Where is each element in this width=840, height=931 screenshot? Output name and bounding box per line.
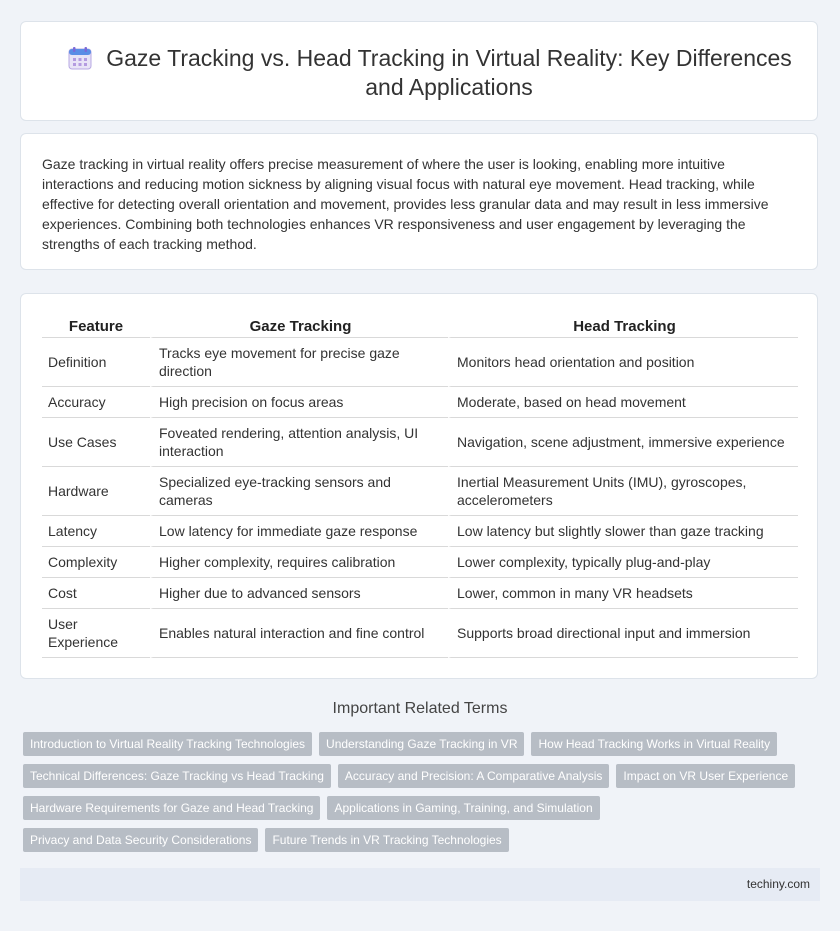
table-cell: Foveated rendering, attention analysis, UI interaction <box>150 418 448 467</box>
related-tag[interactable]: Technical Differences: Gaze Tracking vs Head Tracking <box>23 764 331 788</box>
related-terms <box>23 732 803 860</box>
footer <box>20 868 820 901</box>
table-header-row <box>42 314 798 338</box>
table-cell: Lower, common in many VR headsets <box>448 578 798 609</box>
table-row <box>42 578 798 609</box>
table-cell: Low latency for immediate gaze response <box>150 516 448 547</box>
table-row <box>42 609 798 658</box>
table-row <box>42 387 798 418</box>
header-gaze: Gaze Tracking <box>150 314 448 338</box>
header-head: Head Tracking <box>448 314 798 338</box>
related-tag[interactable]: Accuracy and Precision: A Comparative Analysis <box>338 764 609 788</box>
table-row <box>42 516 798 547</box>
related-terms-title: Important Related Terms <box>332 700 508 717</box>
table-cell: Specialized eye-tracking sensors and cameras <box>150 467 448 516</box>
intro-card <box>20 133 818 270</box>
table-cell: High precision on focus areas <box>150 387 448 418</box>
footer-site[interactable]: techiny.com <box>746 877 810 891</box>
table-cell: Higher due to advanced sensors <box>150 578 448 609</box>
table-cell: Accuracy <box>42 387 150 418</box>
table-cell: Higher complexity, requires calibration <box>150 547 448 578</box>
related-tag[interactable]: Privacy and Data Security Considerations <box>23 828 258 852</box>
comparison-table <box>42 314 798 658</box>
related-tag[interactable]: Understanding Gaze Tracking in VR <box>319 732 524 756</box>
table-row <box>42 467 798 516</box>
related-tag[interactable]: Future Trends in VR Tracking Technologies <box>265 828 508 852</box>
table-cell: Use Cases <box>42 418 150 467</box>
calendar-icon <box>67 45 93 71</box>
title-card <box>20 21 818 121</box>
table-cell: Navigation, scene adjustment, immersive experience <box>448 418 798 467</box>
header-feature: Feature <box>42 314 150 338</box>
table-cell: Inertial Measurement Units (IMU), gyroscopes, accelerometers <box>448 467 798 516</box>
related-tag[interactable]: Introduction to Virtual Reality Tracking Technologies <box>23 732 312 756</box>
table-cell: Complexity <box>42 547 150 578</box>
table-cell: Low latency but slightly slower than gaze tracking <box>448 516 798 547</box>
related-tag[interactable]: Impact on VR User Experience <box>616 764 795 788</box>
page-title: Gaze Tracking vs. Head Tracking in Virtual Reality: Key Differences and Applications <box>106 45 792 100</box>
table-cell: Lower complexity, typically plug-and-play <box>448 547 798 578</box>
table-cell: Tracks eye movement for precise gaze direction <box>150 338 448 387</box>
related-tag[interactable]: Hardware Requirements for Gaze and Head Tracking <box>23 796 320 820</box>
table-row <box>42 418 798 467</box>
table-cell: Hardware <box>42 467 150 516</box>
table-row <box>42 547 798 578</box>
table-cell: Supports broad directional input and immersion <box>448 609 798 658</box>
table-cell: User Experience <box>42 609 150 658</box>
table-cell: Latency <box>42 516 150 547</box>
comparison-card <box>20 293 818 679</box>
table-cell: Enables natural interaction and fine control <box>150 609 448 658</box>
table-row <box>42 338 798 387</box>
table-cell: Cost <box>42 578 150 609</box>
table-cell: Monitors head orientation and position <box>448 338 798 387</box>
related-tag[interactable]: How Head Tracking Works in Virtual Reality <box>531 732 777 756</box>
intro-text: Gaze tracking in virtual reality offers precise measurement of where the user is looking, enabling more intuitive interactions and reducing motion sickness by aligning visual focus with natural eye movement. Head tracking, while effective for detecting overall orientation and movement, provides less granular data and may result in less immersive experiences. Combining both technologies enhances VR responsiveness and user engagement by leveraging the strengths of each tracking method. <box>42 156 769 252</box>
table-cell: Definition <box>42 338 150 387</box>
related-tag[interactable]: Applications in Gaming, Training, and Simulation <box>327 796 599 820</box>
table-cell: Moderate, based on head movement <box>448 387 798 418</box>
